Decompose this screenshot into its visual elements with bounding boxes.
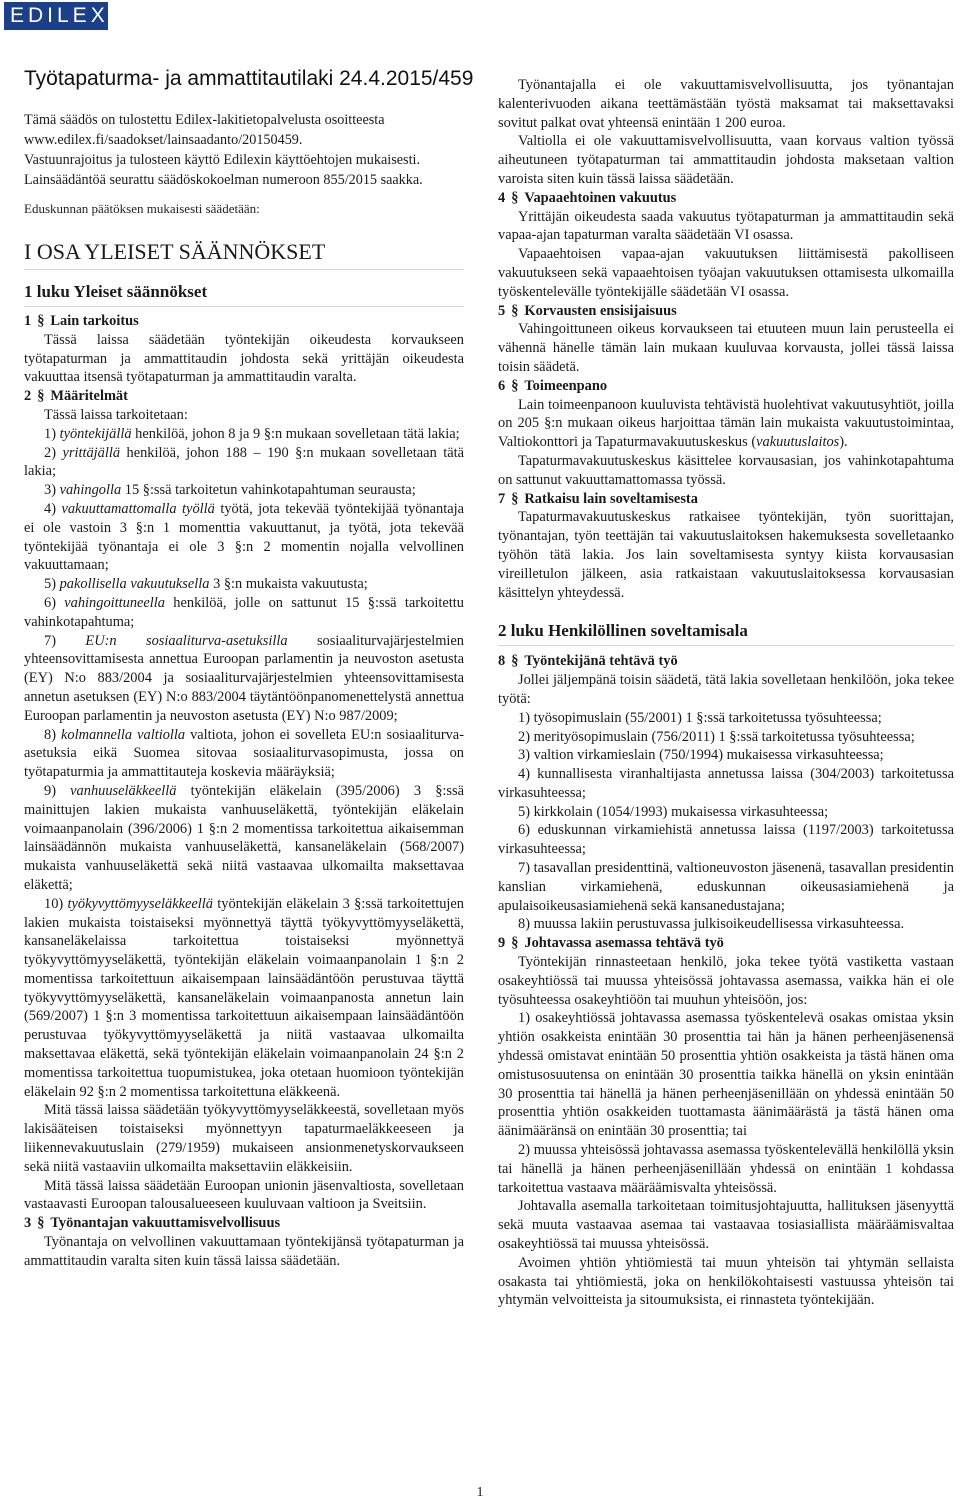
section-heading: 3 § Työnantajan vakuuttamisvelvollisuus	[24, 1215, 281, 1232]
definition-item: 9) vanhuuseläkkeellä työntekijän eläkelain (395/2006) 3 §:ssä mainittujen lakien mukaista vanhuuseläkettä, työntekijän eläkelain voimaanpanolain (396/2006) 1 §:n 2 momentissa tarkoitettua aikaisemman lainsäädännön mukaista vanhuuseläkettä, kansaneläkelain (568/2007) mukaista vanhuuseläkettä sekä niitä vastaavaa ulkomailta maksettavaa eläkettä;	[24, 782, 464, 893]
definition-item: 10) työkyvyttömyyseläkkeellä työntekijän eläkelain 3 §:ssä tarkoitettujen lakien mukaista toistaiseksi myönnettyä täyttä työkyvyttömyyseläkettä, kansaneläkelaissa tarkoitettua toistaiseksi myönnettyä työkyvyttömyyseläkettä, työntekijän eläkelain voimaanpanolain 1 §:n 2 momentissa tarkoitettuun aikaisempaan lainsäädäntöön perustuvaa täyttä työkyvyttömyyseläkettä, kansaneläkelain voimaanpanosta annetun lain (569/2007) 1 §:n 3 momentissa tarkoitettuun aikaisempaan lainsäädäntöön perustuvaa työkyvyttömyyseläkettä ja niitä vastaavaa ulkomailta maksettavaa eläkettä, sekä työntekijän eläkelain voimaanpanolain 24 §:n 2 momentissa tarkoitettua tuopumistukea, joka otetaan huomioon työntekijän eläkelain 92 §:n 2 momentissa tarkoitettuna eläkkeenä.	[24, 895, 465, 1100]
paragraph: 6) eduskunnan virkamiehistä annetussa laissa (1197/2003) tarkoitetussa virkasuhteessa;	[498, 822, 954, 858]
paragraph: Tapaturmavakuutuskeskus ratkaisee työntekijän, työn suorittajan, työnantajan, työn teettäjän tai vakuutuslaitoksen hakemuksesta sovelletaanko työhön tätä lakia. Jos lain soveltamisesta syntyy kiista korvausasian vireilletulon jälkeen, asia ratkaistaan vakuutuslaitoksessa korvausasian käsittelyn yhteydessä.	[498, 509, 954, 601]
definition-item: 3) vahingolla 15 §:ssä tarkoitetun vahinkotapahtuman seurausta;	[44, 482, 416, 499]
paragraph: Vahingoittuneen oikeus korvaukseen tai etuuteen muun lain perusteella ei vähennä hänelle tämän lain mukaan kuuluvaa korvausta, jollei tässä laissa toisin säädetä.	[498, 321, 954, 375]
page-number: 1	[476, 1485, 484, 1500]
paragraph: 7) tasavallan presidenttinä, valtioneuvoston jäsenenä, tasavallan presidentin kanslian virkamiehenä, eduskunnan oikeusasiamiehenä ja apulaisoikeusasiamiehenä sekä kansanedustajana;	[498, 860, 954, 914]
chapter-heading: 2 luku Henkilöllinen soveltamisala	[498, 620, 954, 646]
info-link[interactable]	[24, 130, 464, 150]
section-heading: 5 § Korvausten ensisijaisuus	[498, 302, 677, 319]
section-heading: 4 § Vapaaehtoinen vakuutus	[498, 189, 677, 206]
decree-line: Eduskunnan päätöksen mukaisesti säädetään:	[24, 201, 260, 216]
info-line: Lainsäädäntöä seurattu säädöskokoelman numeroon 855/2015 saakka.	[24, 172, 423, 188]
paragraph: Tässä laissa tarkoitetaan:	[44, 406, 188, 423]
paragraph: Yrittäjän oikeudesta saada vakuutus työtapaturman ja ammattitaudin sekä vapaa-ajan tapaturman varalta säädetään VI osassa.	[498, 208, 954, 244]
definition-item: 6) vahingoittuneella henkilöä, jolle on sattunut 15 §:ssä tarkoitettu vahinkotapahtuma;	[24, 594, 464, 630]
paragraph: Jollei jäljempänä toisin säädetä, tätä lakia sovelletaan henkilöön, joka tekee työtä:	[498, 672, 954, 707]
definition-item: 4) vakuuttamattomalla työllä työtä, jota tekevää työntekijää työnantaja ei ole vastoin 3 §:n 1 momenttia vakuuttanut, ja työtä, jota tekevää työntekijää työnantaja ei ole 3 §:n 2 momentin nojalla velvollinen vakuuttamaan;	[24, 500, 464, 574]
paragraph: Työnantaja on velvollinen vakuuttamaan työntekijänsä työtapaturman ja ammattitaudin varalta siten kuin tässä laissa säädetään.	[24, 1234, 464, 1269]
definition-item: 2) yrittäjällä henkilöä, johon 188 – 190 §:n mukaan sovelletaan tätä lakia;	[24, 444, 464, 480]
paragraph: 4) kunnallisesta viranhaltijasta annetussa laissa (304/2003) tarkoitetussa virkasuhteessa;	[498, 766, 954, 801]
paragraph: Työnantajalla ei ole vakuuttamisvelvollisuutta, jos työnantajan kalenterivuoden aikana teettämästään työstä maksamat tai maksettavaksi sovitut palkat ovat yhteensä enintään 1 200 euroa.	[498, 77, 954, 131]
section-heading: 6 § Toimeenpano	[498, 377, 608, 394]
document-title: Työtapaturma- ja ammattitautilaki 24.4.2015/459	[24, 67, 474, 90]
section-heading: 9 § Johtavassa asemassa tehtävä työ	[498, 935, 724, 952]
paragraph: 1) osakeyhtiössä johtavassa asemassa työskentelevä osakas omistaa yksin yhtiön osakkeista enintään 30 prosenttia tai hän ja hänen perheenjäsenensä yhdessä omistavat enintään 50 prosenttia yhtiön osakkeista ja tästä hänen oma omistusosuutensa on enintään 30 prosenttia taikka hänellä on yksin enintään 30 prosenttia tai hänellä ja hänen perheenjäsenillään on yhdessä enintään 50 prosenttia yhtiön osakkeiden tuottamasta äänimäärästä ja tästä hänen oma äänimääränsä on enintään 30 prosenttia; tai	[498, 1010, 954, 1140]
paragraph: Valtiolla ei ole vakuuttamisvelvollisuutta, vaan korvaus valtion työssä aiheutuneen työtapaturman tai ammattitaudin johdosta maksetaan valtion varoista siten kuin tässä laissa säädetään.	[498, 133, 954, 187]
edilex-logo: EDILEX	[4, 2, 108, 30]
definition-item: 1) työntekijällä henkilöä, johon 8 ja 9 §:n mukaan sovelletaan tätä lakia;	[44, 425, 460, 442]
chapter-heading: 1 luku Yleiset säännökset	[24, 281, 464, 307]
section-heading: 8 § Työntekijänä tehtävä työ	[498, 653, 678, 670]
right-column	[498, 76, 954, 1310]
paragraph: Johtavalla asemalla tarkoitetaan toimitusjohtajuutta, hallituksen jäsenyyttä sekä muuta vastaavaa asemaa tai vastaavaa tosiasiallista määräämisvaltaa osakeyhtiössä tai muussa yhteisössä.	[498, 1198, 954, 1253]
section-body	[498, 953, 954, 1310]
paragraph: Avoimen yhtiön yhtiömiestä tai muun yhteisön tai yhtymän sellaista osakasta tai yhtiömiestä, joka on henkilökohtaisesti vastuussa yhteisön tai yhtymän velvoitteista ja sitoumuksista, ei rinnasteta työntekijään.	[498, 1254, 954, 1309]
definition-item: 7) EU:n sosiaaliturva-asetuksilla sosiaaliturvajärjestelmien yhteensovittamisesta annettua Euroopan parlamentin ja neuvoston asetusta (EY) N:o 883/2004 ja sosiaaliturvajärjestelmien yhteensovittamisesta annetun asetuksen (EY) N:o 883/2004 täytäntöönpanomenettelystä annettua Euroopan parlamentin ja neuvoston asetusta (EY) N:o 987/2009;	[24, 632, 465, 724]
definition-item: 5) pakollisella vakuutuksella 3 §:n mukaista vakuutusta;	[44, 576, 368, 593]
paragraph: Mitä tässä laissa säädetään Euroopan unionin jäsenvaltiosta, sovelletaan vastaavasti Euroopan talousalueeseen kuuluvaan valtioon ja Sveitsiin.	[24, 1177, 464, 1213]
info-line: Vastuunrajoitus ja tulosteen käyttö Edilexin käyttöehtojen mukaisesti.	[24, 152, 420, 168]
edilex-link[interactable]: www.edilex.fi/saadokset/lainsaadanto/20150459.	[24, 132, 303, 148]
paragraph: Tapaturmavakuutuskeskus käsittelee korvausasian, jos vahinkotapahtuma on sattunut vakuuttamattomassa työssä.	[498, 452, 954, 488]
paragraph: 1) työsopimuslain (55/2001) 1 §:ssä tarkoitetussa työsuhteessa;	[518, 709, 882, 726]
part-heading: I OSA YLEISET SÄÄNNÖKSET	[24, 238, 464, 270]
definition-list	[24, 425, 464, 1102]
info-line: Tämä säädös on tulostettu Edilex-lakitietopalvelusta osoitteesta	[24, 112, 385, 128]
section-body	[498, 671, 954, 934]
paragraph: 5) kirkkolain (1054/1993) mukaisessa virkasuhteessa;	[518, 803, 829, 820]
paragraph: Lain toimeenpanoon kuuluvista tehtävistä huolehtivat vakuutusyhtiöt, joilla on 205 §:n mukaan oikeus harjoittaa tämän lain mukaista vakuutustoimintaa, Valtiokonttori ja Tapaturmavakuutuskeskus (vakuutuslaitos).	[498, 396, 954, 451]
paragraph: 2) muussa yhteisössä johtavassa asemassa työskentelevällä henkilöllä yksin tai hänellä ja hänen perheenjäsenillään yhdessä on enintään 1 kohdassa tarkoitettua vastaava määräämisvalta yhteisössä.	[498, 1142, 954, 1196]
paragraph: Työntekijän rinnasteetaan henkilö, joka tekee työtä vastiketta vastaan osakeyhtiössä tai muussa yhteisössä johtavassa asemassa, vaikka hän ei ole työsuhteessa osakeyhtiöön tai muuhun yhteisöön, jos:	[498, 954, 954, 1008]
print-info	[24, 110, 464, 190]
left-column	[24, 312, 464, 1271]
paragraph: 3) valtion virkamieslain (750/1994) mukaisessa virkasuhteessa;	[518, 747, 884, 764]
paragraph: Tässä laissa säädetään työntekijän oikeudesta korvaukseen työtapaturman ja ammattitaudin johdosta sekä yrittäjän oikeudesta vakuuttaa itsensä työtapaturman ja ammattitaudin varalta.	[24, 331, 464, 386]
section-heading: 2 § Määritelmät	[24, 388, 128, 405]
paragraph: 2) merityösopimuslain (756/2011) 1 §:ssä tarkoitetussa työsuhteessa;	[518, 728, 915, 745]
section-heading: 7 § Ratkaisu lain soveltamisesta	[498, 490, 698, 507]
definition-item: 8) kolmannella valtiolla valtiota, johon ei sovelleta EU:n sosiaaliturva-asetuksia eikä Suomea sitovaa sosiaaliturvasopimusta, jossa on työtapaturmia ja ammattitauteja koskevia määräyksiä;	[24, 726, 464, 781]
paragraph: 8) muussa lakiin perustuvassa julkisoikeudellisessa virkasuhteessa.	[518, 916, 905, 933]
paragraph: Mitä tässä laissa säädetään työkyvyttömyyseläkkeestä, sovelletaan myös lakisääteisen toistaiseksi myönnettyyn tapaturmaeläkkeeseen ja liikennevakuutuslain (279/1959) mukaiseen ansionmenetyskorvaukseen sekä niitä vastaaviin ulkomailta maksettaviin eläkkeisiin.	[24, 1102, 464, 1175]
section-heading: 1 § Lain tarkoitus	[24, 313, 139, 329]
paragraph: Vapaaehtoisen vapaa-ajan vakuutuksen liittämisestä pakolliseen vakuutukseen sekä vapaaehtoisen työajan vakuutuksen ottamisesta ulkomailla työskentelevälle työntekijälle säädetään VI osassa.	[498, 246, 954, 300]
